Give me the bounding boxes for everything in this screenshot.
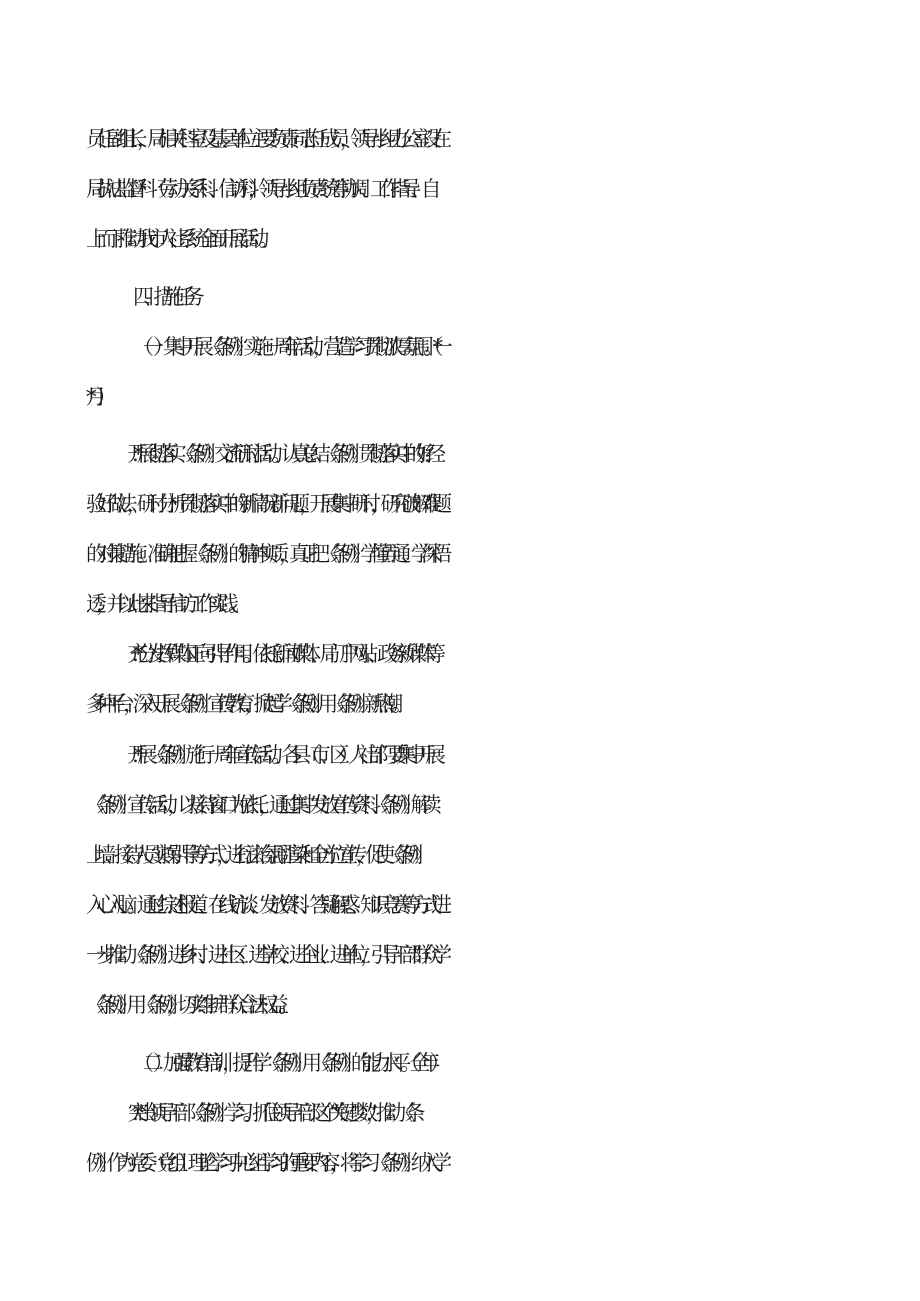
list-item-line: *.开展彻落实《条例》交流研讨活动。认真总结《条例》贯彻落实中的好经 (133, 442, 435, 466)
body-line: 一步推动《条例》进乡村、进社区、进学校、进企业、进单位，引导干部群众学 (86, 943, 442, 967)
list-item-line: *.充分发挥媒体正向引导作用。依托新闻媒体、局门户网站、政务新媒体等 (133, 642, 435, 666)
body-line: 局执法监督科（劳动关系科、信访科），领导小组负责统筹协调、工作指导、自 (86, 177, 431, 201)
body-line: 员任副组长，局相关科室及基层单位主要负责同志任成员，领导小组办公室设在 (86, 127, 442, 151)
body-line: 多种平台，深入开展《条例》宣传教育，掀起学《条例》、用《条例》新热潮。 (86, 692, 401, 716)
body-line: 入心入脑。通过综述报道、在线访谈、发放资料、答疑解惑、知识竞赛等方式进 (86, 893, 442, 917)
body-line: 的对策措施。准确把握《条例》的精神实质，真正把《条例》学懂弄通、学深悟 (86, 542, 442, 566)
section-heading: 四、措施任务 (133, 285, 194, 309)
body-line: 上而下推动我市人社系统全面开展活动。 (86, 227, 269, 251)
body-line: 《条例》、用《条例》，切实维护群众合法权益。 (86, 993, 289, 1017)
body-line: 验好做法，研讨分析贯彻落实中的新情况新问题，开展集中研讨，研究破解难题 (86, 492, 442, 516)
subsection-heading: （二）加强教育培训，提升学《条例》用《条例》的能力水平。（全年） (133, 1051, 440, 1075)
body-line: 例》作为党委（党组）理论学习中心组学习的重要内容，将学习《条例》纳入学 (86, 1151, 442, 1175)
list-item-line: *.开展《条例》施行一周年宣传活动。各县（市、区）人社部门要集中开展 (133, 743, 435, 767)
subsection-heading: （一）集中开展《条例》实施一周年活动，营造学习贯彻浓厚氛围。（*一 (133, 335, 442, 359)
body-line: 《条例》宣传活动，以接待窗口为依托，通过集中发放宣传资料、《条例》解读 (86, 793, 431, 817)
body-line: 透，并以此来指导信访工作实践。 (86, 592, 239, 616)
body-line: 上墙、接待人员实操引导等方式，进行法治氛围渲染和全方位宣传，促使《条例》 (86, 843, 421, 867)
list-item-line: *.突出领导干部《条例》学习。抓住领导干部这个“关键少数”，推动《条 (133, 1101, 415, 1125)
body-line: *月） (86, 385, 106, 409)
